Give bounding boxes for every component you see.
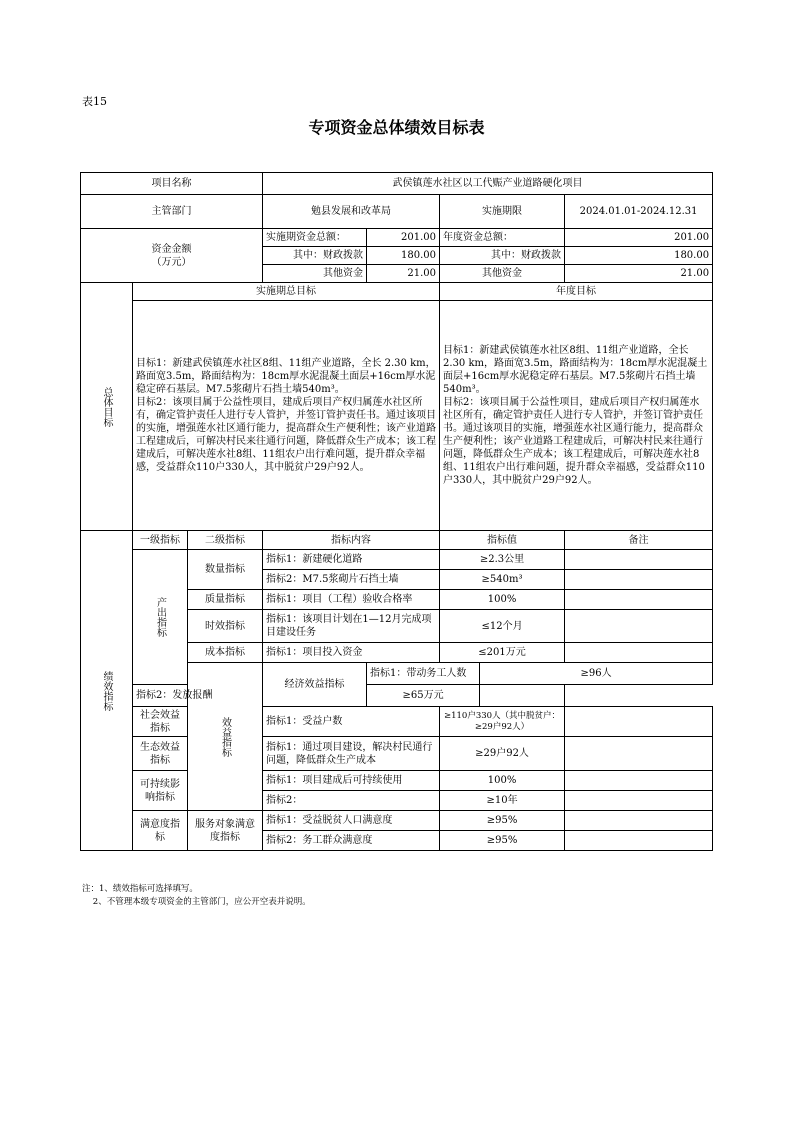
time-label: 时效指标 bbox=[188, 610, 263, 643]
value-ql1: 100% bbox=[440, 590, 565, 610]
value-g1: ≥29户92人 bbox=[440, 737, 565, 771]
note-cell bbox=[565, 590, 713, 610]
indicator-e2: 指标2：发放报酬 bbox=[133, 685, 263, 707]
value-m1: ≥95% bbox=[440, 811, 565, 831]
service-label: 服务对象满意度指标 bbox=[188, 811, 263, 851]
col-value: 指标值 bbox=[440, 531, 565, 550]
annual-goal-header: 年度目标 bbox=[440, 283, 713, 301]
cost-label: 成本指标 bbox=[188, 643, 263, 663]
funds-other-label: 其他资金 bbox=[263, 265, 367, 283]
dept-label: 主管部门 bbox=[81, 195, 263, 229]
ecology-label: 生态效益指标 bbox=[133, 737, 188, 771]
period-goal-text: 目标1：新建武侯镇莲水社区8组、11组产业道路，全长 2.30 km，路面宽3.5m，路面结构为：18cm厚水泥混凝土面层+16cm厚水泥稳定碎石基层。M7.5浆砌片石挡土墙540m³。 目标2：该项目属于公益性项目，建成后项目产权归属莲水社区所有，确定管护责任人进行专人管护，并签订管护责任书。通过该项目的实施，增强莲水社区通行能力，提高群众生产便利性；该产业道路工程建成后，可解决村民来往通行问题，降低群众生产成本；该工程建成后，可解决莲水社8组、11组农户出行难问题，提升群众幸福感，受益群众110户330人，其中脱贫户29户92人。 bbox=[133, 301, 440, 531]
quality-label: 质量指标 bbox=[188, 590, 263, 610]
funds-fiscal: 180.00 bbox=[367, 247, 440, 265]
funds-total: 201.00 bbox=[367, 229, 440, 247]
note-cell bbox=[565, 550, 713, 570]
col-note: 备注 bbox=[565, 531, 713, 550]
value-k2: ≥10年 bbox=[440, 791, 565, 811]
note-cell bbox=[565, 791, 713, 811]
value-m2: ≥95% bbox=[440, 831, 565, 851]
project-name: 武侯镇莲水社区以工代赈产业道路硬化项目 bbox=[263, 173, 713, 195]
table-number: 表15 bbox=[82, 95, 107, 108]
funds-label: 资金金额 （万元） bbox=[81, 229, 263, 283]
indicator-e1: 指标1：带动务工人数 bbox=[367, 663, 480, 685]
note-cell bbox=[565, 707, 713, 737]
page-title: 专项资金总体绩效目标表 bbox=[308, 118, 485, 137]
funds-annual-total: 201.00 bbox=[565, 229, 713, 247]
value-k1: 100% bbox=[440, 771, 565, 791]
indicator-c1: 指标1：项目投入资金 bbox=[263, 643, 440, 663]
indicator-k1: 指标1：项目建成后可持续使用 bbox=[263, 771, 440, 791]
note-cell bbox=[565, 643, 713, 663]
output-label: 产出指标 bbox=[133, 550, 188, 685]
value-e2: ≥65万元 bbox=[367, 685, 480, 707]
note-cell bbox=[480, 685, 565, 707]
note-cell bbox=[565, 570, 713, 590]
indicator-s1: 指标1：受益户数 bbox=[263, 707, 440, 737]
quantity-label: 数量指标 bbox=[188, 550, 263, 590]
indicator-m1: 指标1：受益脱贫人口满意度 bbox=[263, 811, 440, 831]
note-cell bbox=[565, 831, 713, 851]
period-label: 实施期限 bbox=[440, 195, 565, 229]
funds-annual-fiscal: 180.00 bbox=[565, 247, 713, 265]
value-q1: ≥2.3公里 bbox=[440, 550, 565, 570]
value-t1: ≤12个月 bbox=[440, 610, 565, 643]
footnote-2: 2、不管理本级专项资金的主管部门，应公开空表并说明。 bbox=[82, 897, 311, 907]
funds-annual-fiscal-label: 其中：财政拨款 bbox=[440, 247, 565, 265]
indicator-q2: 指标2：M7.5浆砌片石挡土墙 bbox=[263, 570, 440, 590]
note-cell bbox=[565, 771, 713, 791]
note-cell bbox=[565, 811, 713, 831]
goals-section-label: 总体目标 bbox=[81, 283, 133, 531]
funds-annual-total-label: 年度资金总额： bbox=[440, 229, 565, 247]
social-label: 社会效益指标 bbox=[133, 707, 188, 737]
col-level2: 二级指标 bbox=[188, 531, 263, 550]
indicator-ql1: 指标1：项目（工程）验收合格率 bbox=[263, 590, 440, 610]
indicator-m2: 指标2：务工群众满意度 bbox=[263, 831, 440, 851]
dept-value: 勉县发展和改革局 bbox=[263, 195, 440, 229]
value-s1: ≥110户330人（其中脱贫户：≥29户92人） bbox=[440, 707, 565, 737]
funds-other: 21.00 bbox=[367, 265, 440, 283]
indicator-q1: 指标1：新建硬化道路 bbox=[263, 550, 440, 570]
indicator-k2: 指标2： bbox=[263, 791, 440, 811]
satisfaction-label: 满意度指标 bbox=[133, 811, 188, 851]
annual-goal-text: 目标1：新建武侯镇莲水社区8组、11组产业道路，全长 2.30 km，路面宽3.5m，路面结构为：18cm厚水泥混凝土面层+16cm厚水泥稳定碎石基层。M7.5浆砌片石挡土墙540m³。 目标2：该项目属于公益性项目，建成后项目产权归属莲水社区所有，确定管护责任人进行专人管护，并签订管护责任书。通过该项目的实施，增强莲水社区通行能力，提高群众生产便利性；该产业道路工程建成后，可解决村民来往通行问题，降低群众生产成本；该工程建成后，可解决莲水社8组、11组农户出行难问题，提升群众幸福感，受益群众110户330人，其中脱贫户29户92人。 bbox=[440, 301, 713, 531]
funds-total-label: 实施期资金总额： bbox=[263, 229, 367, 247]
indicator-t1: 指标1：该项目计划在1—12月完成项目建设任务 bbox=[263, 610, 440, 643]
col-content: 指标内容 bbox=[263, 531, 440, 550]
footnotes bbox=[82, 883, 311, 909]
note-cell bbox=[565, 737, 713, 771]
benefit-label: 效益指标 bbox=[188, 663, 263, 811]
funds-annual-other: 21.00 bbox=[565, 265, 713, 283]
period-goal-header: 实施期总目标 bbox=[133, 283, 440, 301]
indicators-section-label: 绩效指标 bbox=[81, 531, 133, 851]
economic-label: 经济效益指标 bbox=[263, 663, 367, 707]
indicator-g1: 指标1：通过项目建设，解决村民通行问题，降低群众生产成本 bbox=[263, 737, 440, 771]
funds-fiscal-label: 其中：财政拨款 bbox=[263, 247, 367, 265]
note-cell bbox=[565, 610, 713, 643]
performance-table bbox=[80, 172, 713, 851]
value-q2: ≥540m³ bbox=[440, 570, 565, 590]
funds-annual-other-label: 其他资金 bbox=[440, 265, 565, 283]
period-value: 2024.01.01-2024.12.31 bbox=[565, 195, 713, 229]
footnote-1: 注：1、绩效指标可选择填写。 bbox=[82, 884, 198, 894]
col-level1: 一级指标 bbox=[133, 531, 188, 550]
sustain-label: 可持续影响指标 bbox=[133, 771, 188, 811]
value-e1: ≥96人 bbox=[480, 663, 713, 685]
value-c1: ≤201万元 bbox=[440, 643, 565, 663]
project-name-label: 项目名称 bbox=[81, 173, 263, 195]
